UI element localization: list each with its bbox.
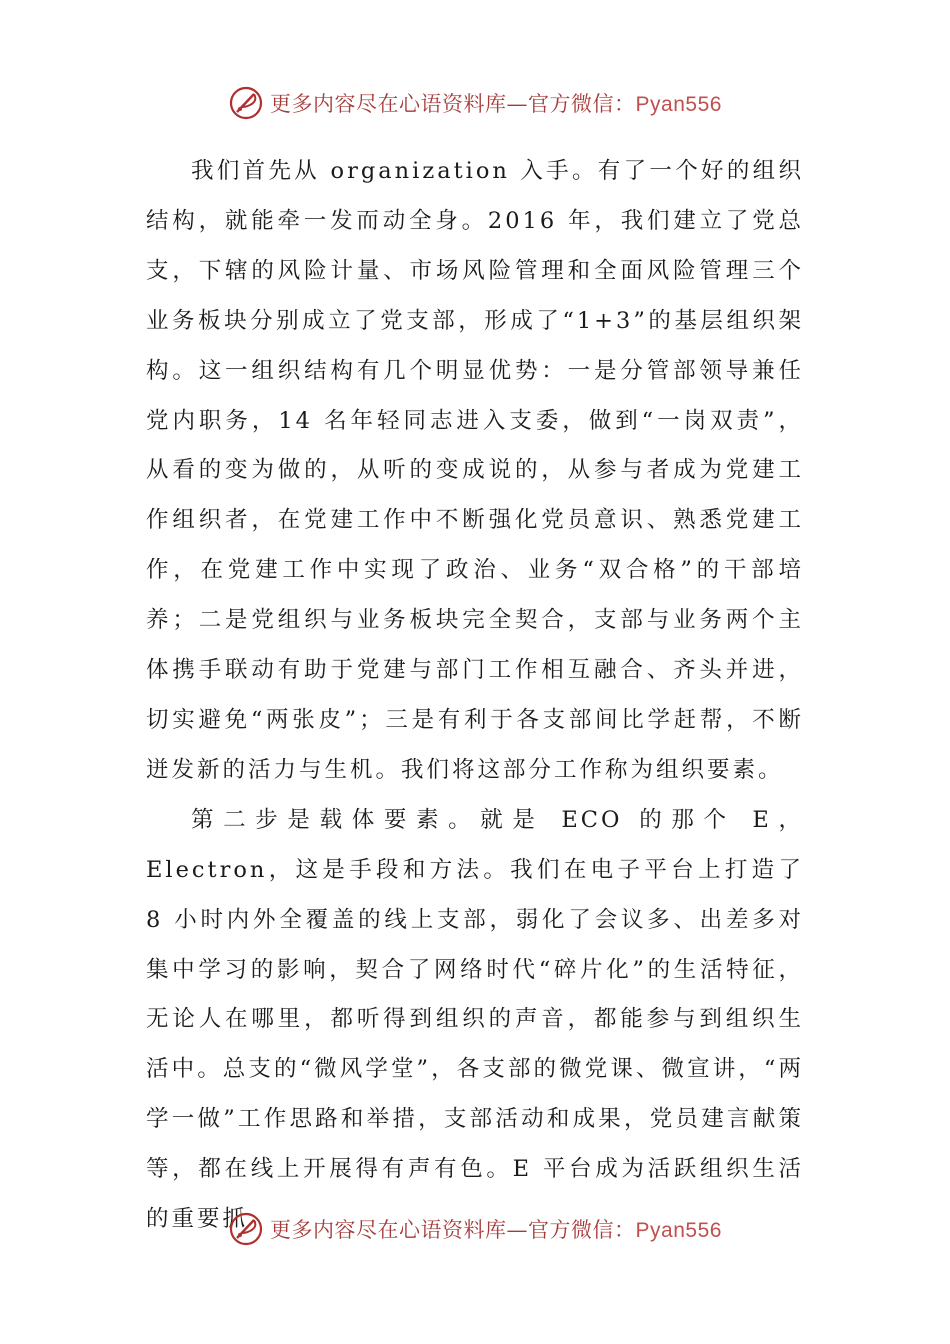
header-watermark-banner [0,83,950,123]
header-banner-label [270,88,722,118]
paragraph-carrier: 第二步是载体要素。就是 ECO 的那个 E，Electron，这是手段和方法。我们在电子平台上打造了 8 小时内外全覆盖的线上支部，弱化了会议多、出差多对集中学习的影响，契合了网络时代“碎片化”的生活特征，无论人在哪里，都听得到组织的声音，都能参与到组织生活中。总支的“微风学堂”，各支部的微党课、微宣讲，“两学一做”工作思路和举措，支部活动和成果，党员建言献策等，都在线上开展得有声有色。E 平台成为活跃组织生活的重要抓 [146,806,804,1233]
quill-logo-icon [228,1211,264,1247]
document-body [146,147,804,1245]
quill-logo-icon [228,85,264,121]
header-wechat-id: Pyan556 [635,93,722,116]
paragraph-organization: 我们首先从 organization 入手。有了一个好的组织结构，就能牵一发而动全身。2016 年，我们建立了党总支，下辖的风险计量、市场风险管理和全面风险管理三个业务板块分别成立了党支部，形成了“1+3”的基层组织架构。这一组织结构有几个明显优势：一是分管部领导兼任党内职务，14 名年轻同志进入支委，做到“一岗双责”，从看的变为做的，从听的变成说的，从参与者成为党建工作组织者，在党建工作中不断强化党员意识、熟悉党建工作，在党建工作中实现了政治、业务“双合格”的干部培养；二是党组织与业务板块完全契合，支部与业务两个主体携手联动有助于党建与部门工作相互融合、齐头并进，切实避免“两张皮”；三是有利于各支部间比学赶帮，不断迸发新的活力与生机。我们将这部分工作称为组织要素。 [146,158,804,783]
footer-wechat-id: Pyan556 [635,1219,722,1242]
header-banner-text: 更多内容尽在心语资料库—官方微信： [270,92,636,116]
footer-banner-text: 更多内容尽在心语资料库—官方微信： [270,1218,636,1242]
footer-watermark-banner [0,1209,950,1249]
footer-banner-label [270,1214,722,1244]
